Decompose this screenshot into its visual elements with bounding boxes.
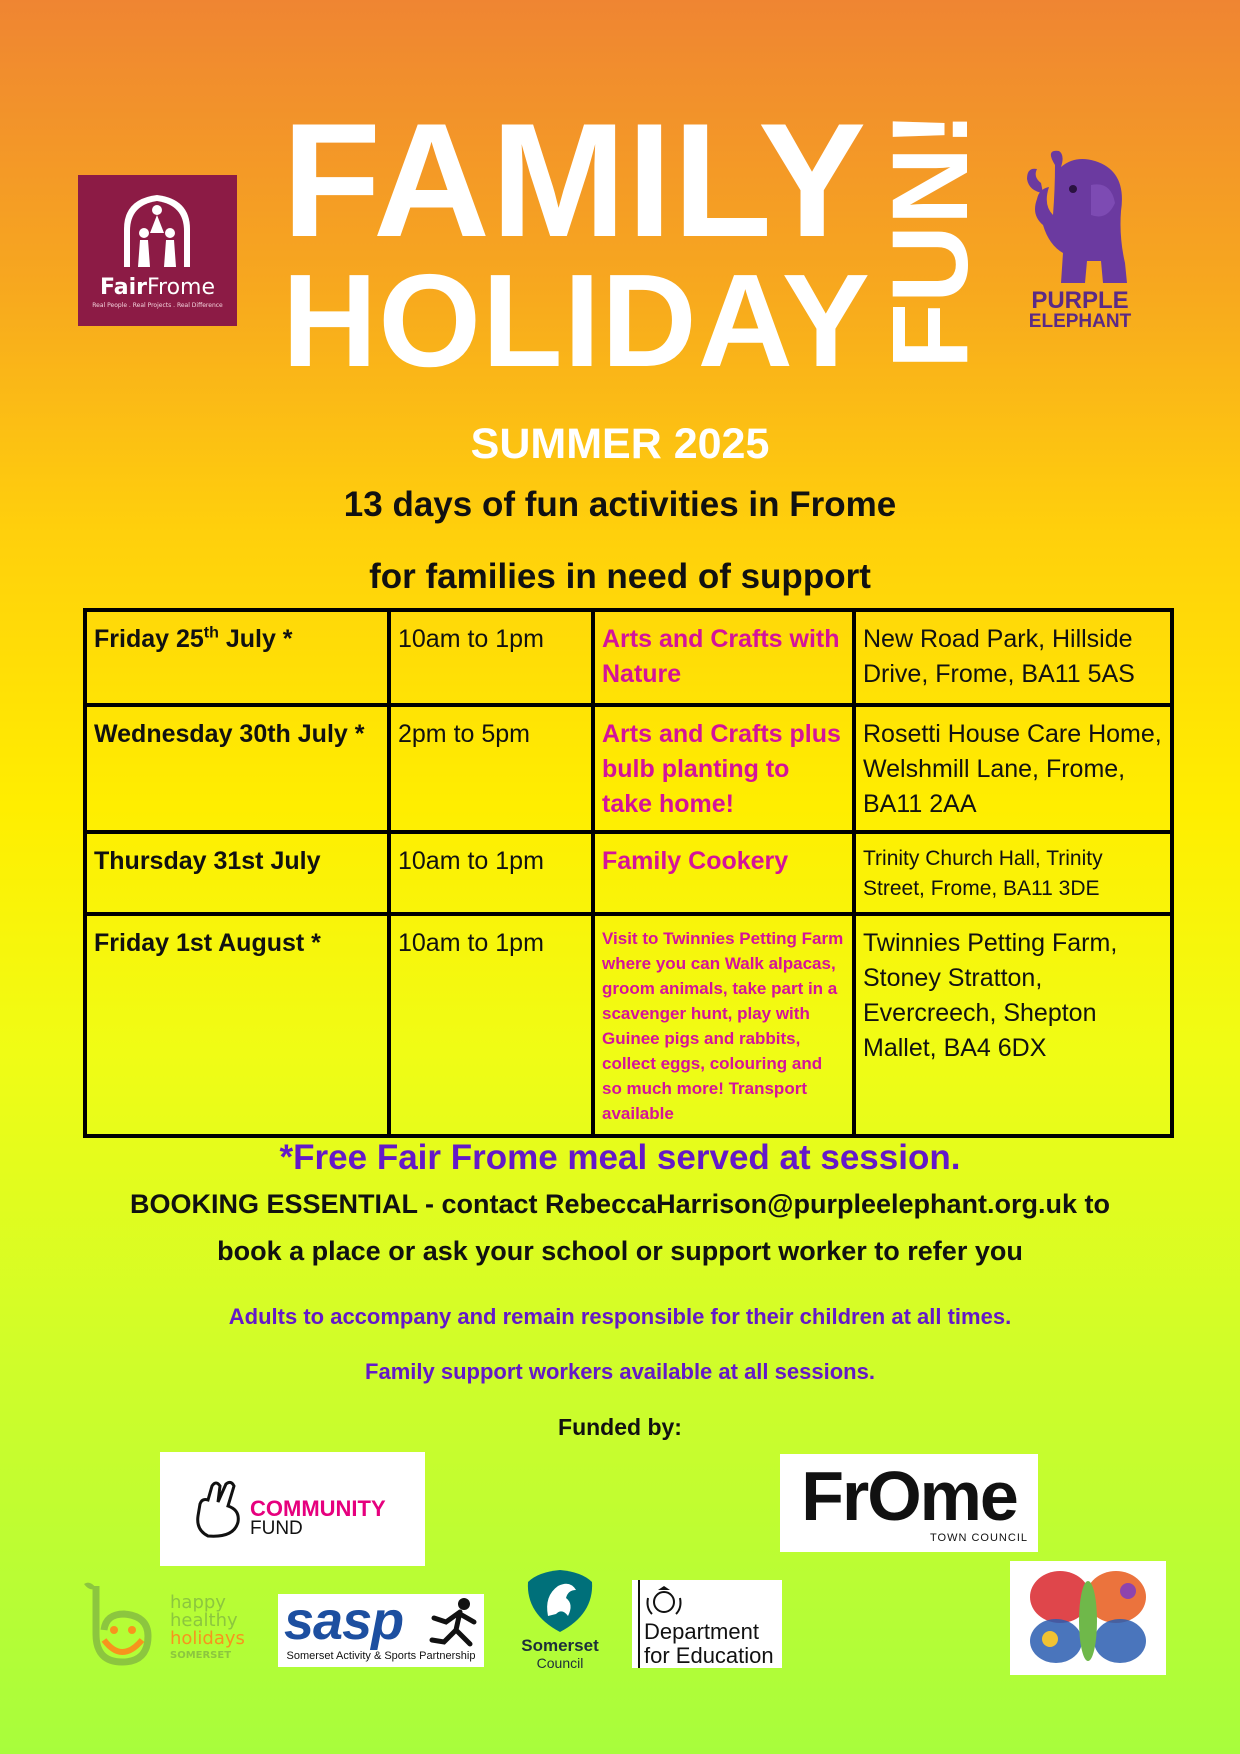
day-cell: Thursday 31st July (85, 832, 389, 914)
hhh-line1: happy (170, 1592, 226, 1613)
dfe-line1: Department (644, 1619, 759, 1644)
sasp-logo (278, 1591, 484, 1667)
location-cell: Rosetti House Care Home, Welshmill Lane, Frome, BA11 2AA (854, 705, 1172, 832)
activity-cell: Arts and Crafts with Nature (593, 610, 854, 705)
happy-healthy-holidays-logo (82, 1578, 262, 1668)
sasp-sub: Somerset Activity & Sports Partnership (286, 1650, 476, 1662)
hhh-line3: holidays (170, 1628, 245, 1649)
time-cell: 10am to 1pm (389, 914, 593, 1136)
meal-note: *Free Fair Frome meal served at session. (279, 1138, 961, 1177)
activity-cell: Family Cookery (593, 832, 854, 914)
location-cell: Trinity Church Hall, Trinity Street, Frome, BA11 3DE (854, 832, 1172, 914)
support-note: Family support workers available at all sessions. (365, 1359, 875, 1384)
location-cell: New Road Park, Hillside Drive, Frome, BA11 5AS (854, 610, 1172, 705)
somerset-council-logo (510, 1568, 610, 1673)
adults-note: Adults to accompany and remain responsible for their children at all times. (228, 1304, 1012, 1329)
table-row (85, 914, 1172, 1136)
fair-frome-name: FairFrome (99, 275, 216, 300)
elephant-icon (1015, 145, 1145, 285)
table-row (85, 832, 1172, 914)
fair-frome-arch-icon (120, 193, 194, 269)
purple-elephant-line1: PURPLE (1031, 287, 1129, 314)
royal-crest-icon (644, 1584, 684, 1618)
community-fund-line2: FUND (250, 1518, 303, 1539)
wyvern-shield-icon (524, 1568, 596, 1634)
season-heading: SUMMER 2025 (470, 420, 770, 468)
dfe-logo (632, 1580, 782, 1668)
booking-line2: book a place or ask your school or support worker to refer you (217, 1236, 1023, 1266)
subtitle-line2: for families in need of support (369, 557, 871, 596)
funded-by-label: Funded by: (558, 1414, 682, 1440)
somerset-line2: Council (536, 1655, 584, 1671)
booking-line1: BOOKING ESSENTIAL - contact RebeccaHarrison@purpleelephant.org.uk to (130, 1189, 1110, 1219)
fair-frome-tagline: Real People . Real Projects . Real Difference (92, 302, 223, 309)
day-cell: Wednesday 30th July * (85, 705, 389, 832)
table-row (85, 705, 1172, 832)
location-cell: Twinnies Petting Farm, Stoney Stratton, Evercreech, Shepton Mallet, BA4 6DX (854, 914, 1172, 1136)
dfe-line2: for Education (644, 1643, 774, 1668)
title-family: FAMILY (282, 90, 868, 271)
time-cell: 10am to 1pm (389, 610, 593, 705)
dfe-rule (638, 1580, 640, 1668)
hhh-line2: healthy (170, 1610, 238, 1631)
table-row (85, 610, 1172, 705)
subtitle-line1: 13 days of fun activities in Frome (343, 485, 897, 524)
activity-cell: Arts and Crafts plus bulb planting to take home! (593, 705, 854, 832)
somerset-line1: Somerset (521, 1636, 599, 1655)
runner-icon (426, 1596, 478, 1648)
handprint-butterfly-icon (1010, 1561, 1166, 1675)
fair-frome-logo (78, 175, 237, 326)
activity-cell: Visit to Twinnies Petting Farm where you can Walk alpacas, groom animals, take part in a scavenger hunt, play with Guinee pigs and rabbits, collect eggs, colouring and so much more! Transport available (593, 914, 854, 1136)
community-fund-line1: COMMUNITY (250, 1496, 386, 1521)
crossed-fingers-icon (190, 1480, 248, 1540)
title-fun-vertical: FUN! (869, 111, 990, 369)
day-cell: Friday 25th July * (85, 610, 389, 705)
hhh-line4: SOMERSET (170, 1650, 232, 1661)
purple-elephant-line2: ELEPHANT (1028, 311, 1132, 332)
frome-wordmark: FrOme (801, 1457, 1017, 1535)
time-cell: 2pm to 5pm (389, 705, 593, 832)
community-fund-logo (160, 1452, 425, 1566)
purple-elephant-logo (1015, 145, 1145, 335)
title-holiday: HOLIDAY (282, 247, 871, 394)
frome-town-council-logo (780, 1454, 1038, 1552)
day-cell: Friday 1st August * (85, 914, 389, 1136)
schedule-table (83, 608, 1174, 1138)
handprints-image (1010, 1561, 1166, 1675)
time-cell: 10am to 1pm (389, 832, 593, 914)
sasp-wordmark: sasp (284, 1591, 404, 1651)
frome-town-council-sub: TOWN COUNCIL (930, 1532, 1028, 1544)
smiley-leaf-icon (82, 1578, 162, 1668)
